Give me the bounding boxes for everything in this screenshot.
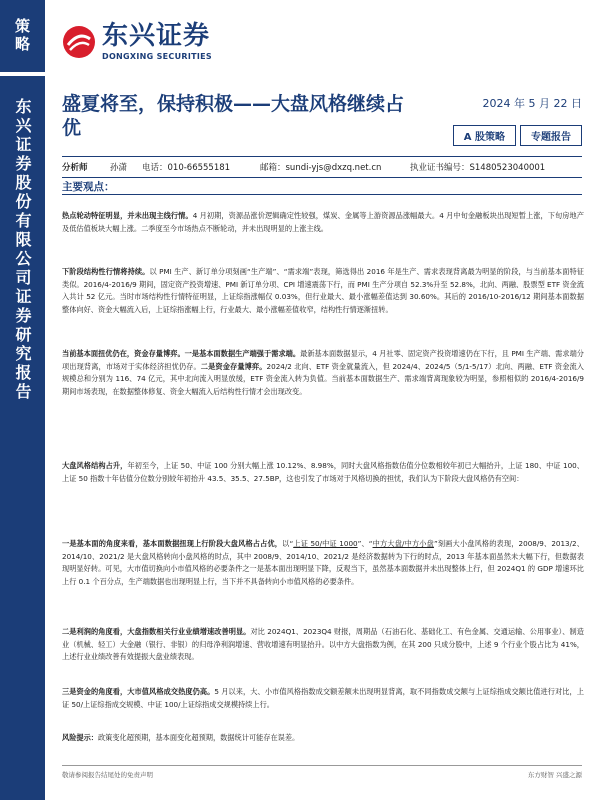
report-tags	[453, 125, 582, 146]
report-title: 盛夏将至，保持积极——大盘风格继续占优	[62, 93, 405, 139]
paragraph-body: 政策变化超预期，基本面变化超预期，数据统计可能存在误差。	[97, 733, 300, 742]
paragraph-body: 对比 2024Q1、2023Q4 财报，周期品（石油石化、基础化工、有色金属、交通运输、公用事业）、制造业（机械、轻工）大金融（银行、非银）的归母净利润增速、营收增速有明显抬升。以中方大盘指数为例，在其 200 只成分股中，上述 9 个行业个股占比为 41%，上述行业业绩改善有效提振大盘业绩表现。	[62, 627, 584, 661]
paragraph-lead: 一是基本面的角度来看，基本面数据扭现上行阶段大盘风格占占优，	[62, 539, 283, 548]
paragraph-lead: 三是资金的角度看，大市值风格成交热度仍高。	[62, 687, 215, 696]
section-divider	[62, 194, 582, 195]
paragraph-body: 以 PMI 生产、新订单分项刻画“生产端”、“需求端”表现，筛选得出 2016 年是生产、需求表现背离最为明显的阶段，与当前基本面特征类似。2016/4-2016/9 期间，固定资产投资增速、PMI 新订单分项、CPI 增速震荡下行，而 PMI 生产分项自 52.3%升至 52.8%，北向、两融、股票型 ETF 资金流入共计 52 亿元。当时市场结构性行情特征明显，上证综指涨幅仅 0.03%，但行业最大、最小涨幅差值达到 30.60%。其后的 2016/10-2016/12 期间基本面数据整体向好、资金大幅流入后，上证综指涨幅上行，行业最大、最小涨幅差值收窄，结构性行情逐渐扭转。	[62, 267, 584, 314]
paragraph-fundamental-view	[62, 538, 584, 588]
paragraph-profit-view	[62, 626, 584, 664]
sidebar	[0, 0, 45, 800]
sidebar-company-block	[0, 76, 45, 800]
logo-text-en: DONGXING SECURITIES	[102, 52, 212, 61]
analyst-bar	[62, 156, 582, 178]
paragraph-risk-warning	[62, 732, 584, 745]
main-points-heading: 主要观点：	[62, 181, 115, 193]
footer-divider	[62, 765, 582, 766]
footer-slogan: 东方财智 兴盛之源	[527, 771, 582, 779]
paragraph-lead: 热点轮动特征明显，并未出现主线行情。	[62, 211, 193, 220]
paragraph-body: 年初至今，上证 50、中证 100 分别大幅上涨 10.12%、8.98%，同时大盘风格指数估值分位数相较年初已大幅抬升，上证 180、中证 100、上证 50 指数十年估值分位数分别较年初抬升 43.5、35.5、27.5BP，这也引发了市场对于风格切换的担忧，我们认为下阶段大盘风格仍有空间：	[62, 461, 584, 483]
analyst-phone: 电话：010-66555181	[142, 163, 231, 173]
tag-a-share-strategy: A 股策略	[453, 125, 516, 146]
logo-text-cn: 东兴证券	[102, 21, 211, 51]
paragraph-body-sep: ”、“	[357, 539, 373, 548]
paragraph-fundamentals-funds	[62, 348, 584, 398]
sidebar-category-block	[0, 0, 45, 72]
analyst-license: 执业证书编号：S1480523040001	[410, 163, 546, 173]
paragraph-lead: 当前基本面扭优仍在，资金存量博弈。一是基本面数据生产端强于需求端。	[62, 349, 301, 358]
paragraph-body-rest: ”刻画大小盘风格的表现，2008/9、2013/2、2014/10、2021/2 是大盘风格转向小盘风格的时点，其中 2008/9、2014/10、2021/2 是经济数据转为下行的时点，2013 年基本面虽然未大幅下行，但数据表现明显好转。可见，大市值切换向小市值风格的必要条件之一是基本面出现明显下降，反观当下，虽然基本面数据并未出现整体上行，但 2024Q1 的 GDP 增速环比上行 0.1 个百分点，生产端数据也出现明显上行，当下并不具备转向小市值风格的必要条件。	[62, 539, 584, 586]
index-ratio-link-1: 上证 50/中证 1000	[293, 539, 358, 548]
paragraph-lead: 风险提示：	[62, 733, 98, 742]
tag-special-report: 专题报告	[520, 125, 582, 146]
paragraph-body: 4 月初期，资源品涨价逻辑确定性较强，煤炭、金属等上游资源品涨幅最大。4 月中旬金融板块出现短暂上涨，下旬房地产及低估值板块大幅上涨。二季度至今市场热点不断轮动，并未出现明显的上涨主线。	[62, 211, 584, 233]
sidebar-company: 东兴证券股份有限公司证券研究报告	[13, 98, 32, 402]
report-date: 2024 年 5 月 22 日	[482, 97, 582, 110]
analyst-name: 孙潇	[110, 163, 128, 173]
paragraph-lead: 大盘风格结构占升，	[62, 461, 128, 470]
company-logo	[62, 22, 212, 61]
paragraph-lead-2: 二是资金存量博弈。	[200, 361, 267, 371]
paragraph-body: 以“	[282, 539, 294, 548]
paragraph-body-2: 2024/2 北向、ETF 资金就量流入，但 2024/4、2024/5（5/1-5/17）北向、两融、ETF 资金流入规模总和分别为 116、74 亿元，其中北向流入明显放缓，ETF 资金流入转为负值。当前基本面数据生产、需求端背离现象较为明显，参照相似的 2016/4-2016/9 期间市场表现，在数据整体修复、资金大幅流入后结构性行情才会出现改变。	[62, 361, 584, 396]
paragraph-funds-view	[62, 686, 584, 711]
paragraph-lead: 下阶段结构性行情将持续。	[62, 267, 150, 276]
footer-disclaimer: 敬请参阅报告结尾处的免责声明	[62, 771, 153, 779]
paragraph-structural-market	[62, 266, 584, 316]
analyst-email: 邮箱：sundi-yjs@dxzq.net.cn	[260, 163, 382, 173]
index-ratio-link-2: 中方大盘/中方小盘	[372, 539, 434, 548]
analyst-role: 分析师	[62, 163, 88, 173]
paragraph-lead: 二是利润的角度看，大盘指数相关行业业绩增速改善明显。	[62, 627, 251, 636]
paragraph-body: 5 月以来，大、小市值风格指数成交额差额未出现明显背离，取不同指数成交额与上证综指成交额比值进行对比，上证 50/上证综指成交规模、中证 100/上证综指成交规模持续上行。	[62, 687, 584, 709]
paragraph-body: 最新基本面数据显示，4 月社零、固定资产投资增速仍在下行，且 PMI 生产端、需求端分项出现背离，市场对于实体经济担忧仍存。	[62, 349, 584, 371]
paragraph-hotspot-rotation	[62, 210, 584, 235]
paragraph-large-cap-style	[62, 460, 584, 485]
sidebar-category: 策略	[13, 18, 31, 54]
logo-mark-icon	[62, 25, 96, 59]
